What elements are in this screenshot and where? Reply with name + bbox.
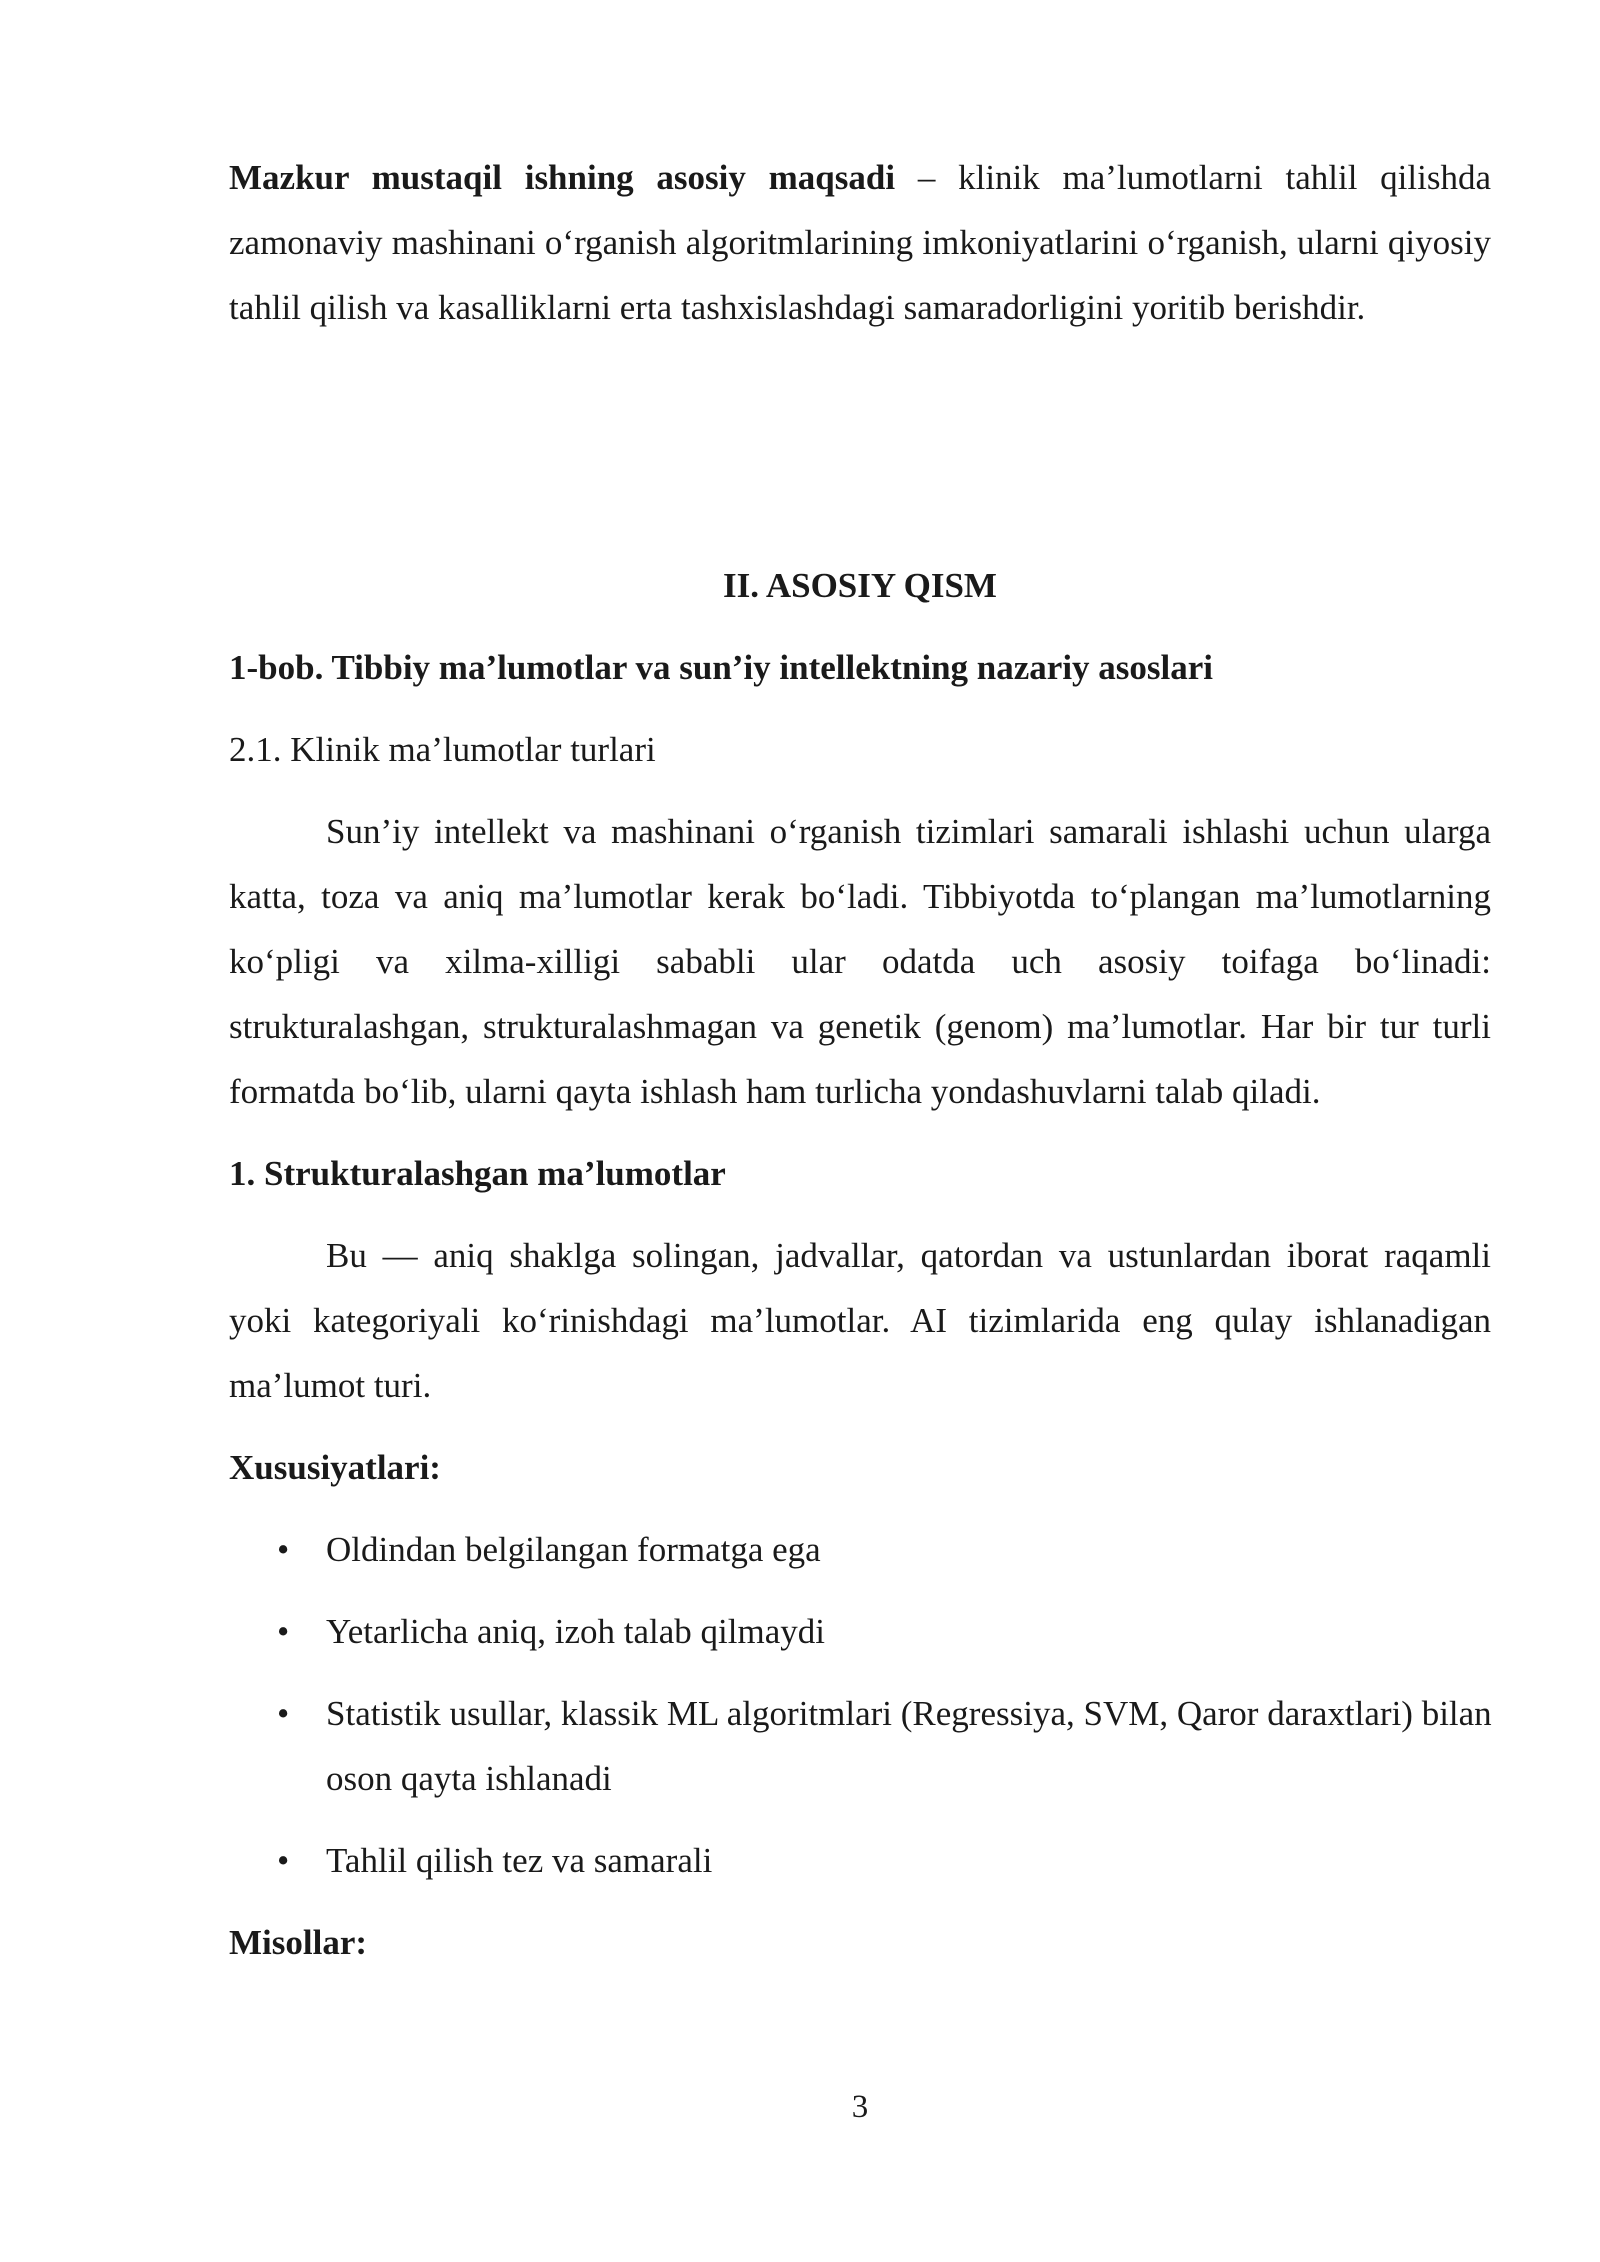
bullet-icon: • <box>277 1841 290 1880</box>
list-item <box>229 1517 1504 1582</box>
list-item-text: Statistik usullar, klassik ML algoritmlari (Regressiya, SVM, Qaror daraxtlari) bilan oson qayta ishlanadi <box>326 1694 1492 1798</box>
examples-heading: Misollar: <box>229 1923 368 1962</box>
list-item <box>229 1681 1504 1811</box>
list-item <box>229 1599 1504 1664</box>
subsection-title: 2.1. Klinik ma’lumotlar turlari <box>229 730 656 769</box>
list-item-text: Tahlil qilish tez va samarali <box>326 1841 713 1880</box>
body-paragraph-2: Bu — aniq shaklga solingan, jadvallar, qatordan va ustunlardan iborat raqamli yoki kategoriyali ko‘rinishdagi ma’lumotlar. AI tizimlarida eng qulay ishlanadigan ma’lumot turi. <box>229 1236 1491 1405</box>
bullet-icon: • <box>277 1694 290 1733</box>
page-content <box>229 145 1491 1992</box>
list-item <box>229 1828 1504 1893</box>
features-heading: Xususiyatlari: <box>229 1448 441 1487</box>
bullet-icon: • <box>277 1612 290 1651</box>
list-item-text: Oldindan belgilangan formatga ega <box>326 1530 821 1569</box>
features-list <box>229 1517 1504 1893</box>
bullet-icon: • <box>277 1530 290 1569</box>
structured-data-heading: 1. Strukturalashgan ma’lumotlar <box>229 1154 726 1193</box>
body-paragraph-1: Sun’iy intellekt va mashinani o‘rganish tizimlari samarali ishlashi uchun ularga katta, toza va aniq ma’lumotlar kerak bo‘ladi. Tibbiyotda to‘plangan ma’lumotlarning ko‘pligi va xilma-xilligi sababli ular odatda uch asosiy toifaga bo‘linadi: strukturalashgan, strukturalashmagan va genetik (genom) ma’lumotlar. Har bir tur turli formatda bo‘lib, ularni qayta ishlash ham turlicha yondashuvlarni talab qiladi. <box>229 812 1491 1111</box>
section-title: II. ASOSIY QISM <box>723 566 997 605</box>
chapter-title: 1-bob. Tibbiy ma’lumotlar va sun’iy intellektning nazariy asoslari <box>229 648 1214 687</box>
intro-paragraph <box>229 145 1491 340</box>
list-item-text: Yetarlicha aniq, izoh talab qilmaydi <box>326 1612 825 1651</box>
page-number: 3 <box>851 2089 869 2125</box>
intro-text: – klinik ma’lumotlarni tahlil qilishda zamonaviy mashinani o‘rganish algoritmlarining imkoniyatlarini o‘rganish, ularni qiyosiy tahlil qilish va kasalliklarni erta tashxislashdagi samaradorligini yoritib berishdir. <box>229 158 1492 327</box>
intro-lead: Mazkur mustaqil ishning asosiy maqsadi <box>229 158 896 197</box>
